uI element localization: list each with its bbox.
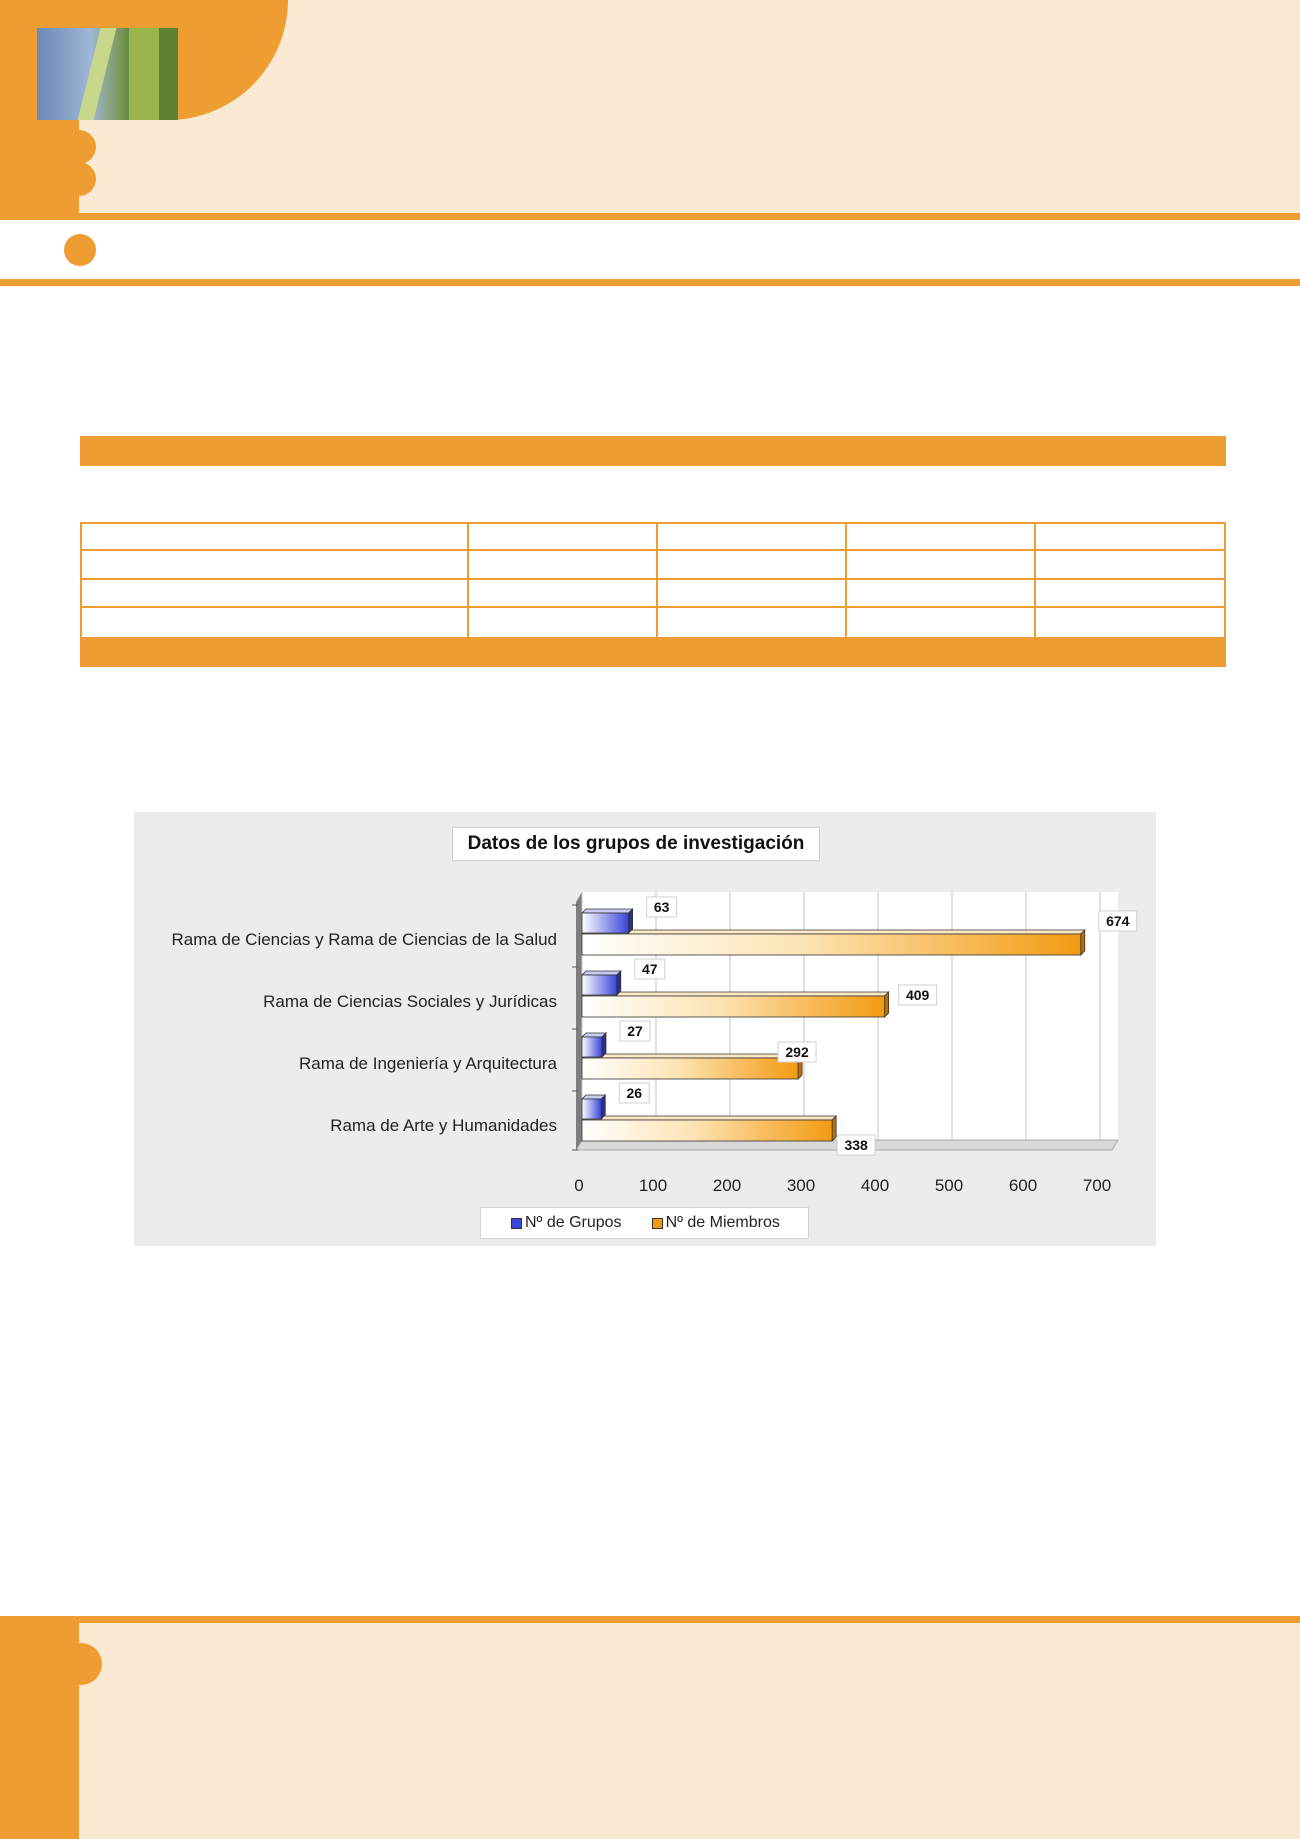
chart-legend — [480, 1207, 809, 1239]
groups-bar — [582, 975, 617, 995]
footer-band — [0, 1623, 1300, 1839]
legend-swatch — [652, 1218, 663, 1229]
members-bar-top — [582, 1116, 836, 1120]
groups-value-label: 63 — [653, 899, 670, 915]
members-bar — [582, 996, 885, 1017]
x-tick-label: 400 — [860, 1176, 890, 1195]
footer-rule — [0, 1616, 1300, 1623]
groups-bar — [582, 913, 629, 933]
plot-side-wall — [576, 892, 582, 1150]
members-value-label: 292 — [785, 1044, 809, 1060]
x-tick-label: 600 — [1008, 1176, 1038, 1195]
x-tick-label: 100 — [638, 1176, 668, 1195]
members-value-label: 674 — [1106, 913, 1130, 929]
members-bar-top — [582, 992, 889, 996]
category-label: Rama de Ingeniería y Arquitectura — [299, 1054, 557, 1073]
legend-item-members — [652, 1214, 780, 1232]
groups-bar-top — [582, 971, 621, 975]
members-bar — [582, 1120, 832, 1141]
members-bar-side — [1081, 930, 1085, 955]
category-label: Rama de Ciencias Sociales y Jurídicas — [263, 992, 557, 1011]
groups-value-label: 47 — [641, 961, 658, 977]
x-tick-label: 200 — [712, 1176, 742, 1195]
legend-item-groups — [511, 1214, 622, 1232]
groups-bar-side — [617, 971, 621, 995]
x-tick-label: 700 — [1082, 1176, 1112, 1195]
members-value-label: 409 — [905, 987, 930, 1003]
members-bar — [582, 1058, 798, 1079]
category-label: Rama de Arte y Humanidades — [330, 1116, 557, 1135]
members-bar-side — [885, 992, 889, 1017]
members-bar-top — [582, 930, 1085, 934]
legend-label: Nº de Miembros — [665, 1214, 780, 1231]
groups-bar-side — [602, 1033, 606, 1057]
x-tick-label: 0 — [574, 1176, 584, 1195]
members-bar-side — [832, 1116, 836, 1141]
legend-label: Nº de Grupos — [525, 1214, 622, 1231]
members-bar-top — [582, 1054, 802, 1058]
footer-bump — [60, 1643, 102, 1685]
members-bar — [582, 934, 1081, 955]
groups-value-label: 26 — [626, 1085, 643, 1101]
groups-bar-top — [582, 909, 633, 913]
chart-title: Datos de los grupos de investigación — [452, 827, 820, 861]
x-tick-label: 500 — [934, 1176, 964, 1195]
members-value-label: 338 — [844, 1137, 868, 1153]
x-tick-label: 300 — [786, 1176, 816, 1195]
legend-swatch — [511, 1218, 522, 1229]
groups-bar-side — [601, 1095, 605, 1119]
groups-value-label: 27 — [627, 1023, 643, 1039]
category-label: Rama de Ciencias y Rama de Ciencias de la Salud — [171, 930, 557, 949]
groups-bar — [582, 1099, 601, 1119]
groups-bar-side — [629, 909, 633, 933]
groups-bar — [582, 1037, 602, 1057]
